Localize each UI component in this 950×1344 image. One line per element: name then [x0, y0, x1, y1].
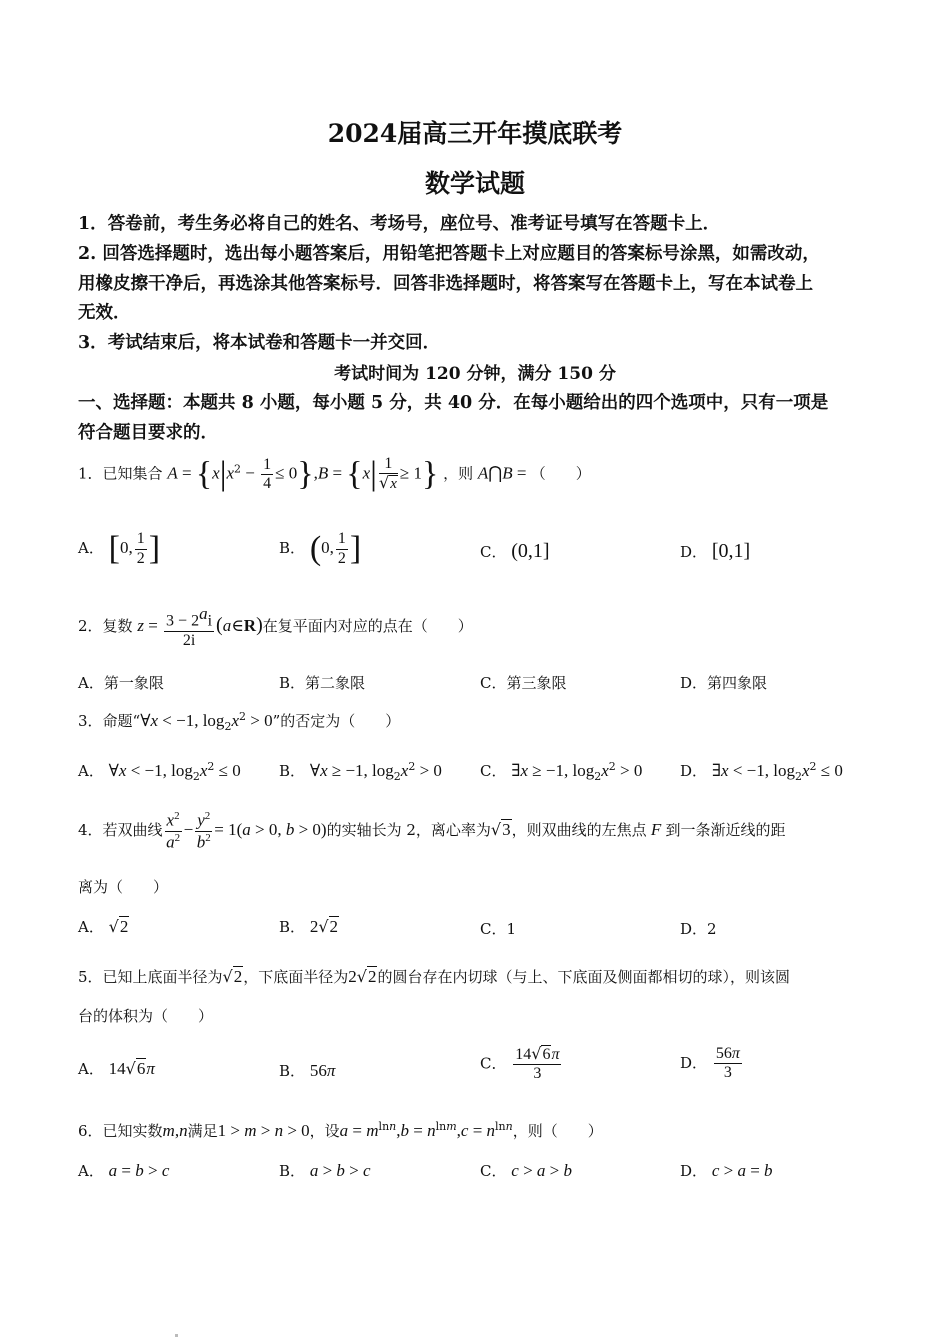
- exam-title: 2024届高三开年摸底联考: [327, 119, 623, 148]
- question-5: 5．已知上底面半径为√2，下底面半径为2√2的圆台存在内切球（与上、下底面及侧面都相切的球），则该圆: [78, 967, 790, 986]
- q2-option-c: C．第三象限: [480, 674, 567, 692]
- q3-option-a: A． ∀x < −1, $\log_2x^2 \le 0$: [78, 760, 241, 783]
- instruction-1: 1．答卷前，考生务必将自己的姓名、考场号，座位号、准考证号填写在答题卡上．: [78, 214, 721, 234]
- q2-option-a: A．第一象限: [78, 674, 164, 692]
- instruction-2-cont: 用橡皮擦干净后，再选涂其他答案标号．回答非选择题时，将答案写在答题卡上，写在本试卷上: [78, 274, 813, 294]
- q6-option-c: C． c > a > b: [480, 1161, 572, 1180]
- q6-option-a: A． a = b > c: [78, 1161, 170, 1180]
- question-3: 3．命题“∀x < −1, $\log_2x^2 > 0$”的否定为（ ）: [78, 710, 401, 733]
- question-2: 2．复数 z = $\frac{3 - 2^ai}{2i}$ (a∈R)在复平面内对应的点在（ ）: [78, 604, 473, 649]
- q5-option-c: C． $\frac{14√6\pi}{3}$: [480, 1044, 560, 1083]
- q6-option-d: D． c > a = b: [680, 1161, 773, 1180]
- section-heading-cont: 符合题目要求的．: [78, 423, 218, 443]
- q1-option-a: A． [0, $\frac{1}{2}$ ]: [78, 530, 161, 567]
- q1-option-c: C． (0,1]: [480, 540, 550, 562]
- q5-option-b: B． 56π: [279, 1061, 336, 1080]
- question-6: 6．已知实数m,n满足1 > m > n > 0，设$a = m^{lnn},b = n^{lnm},c = n^{lnn}$，则（ ）: [78, 1120, 603, 1140]
- question-1: 1．已知集合 $A = \{x|x^2$ − $\frac{1}{4}$ ≤ 0},B = {x| $\frac{1}{√x}$ ≥ 1} ，则 A⋂B = （ ）: [78, 455, 591, 493]
- question-4: 4．若双曲线 $\frac{x^2}{a^2}$ − $\frac{y^2}{b^2}$ = 1(a > 0, b > 0)的实轴长为 2，离心率为√3，则双曲线的左焦点 F 到一条渐近线的距: [78, 810, 786, 852]
- q5-option-a: A． 14√6π: [78, 1059, 155, 1078]
- page-mark: [175, 1334, 178, 1337]
- question-5-cont: 台的体积为（ ）: [78, 1007, 214, 1025]
- q4-option-a: A． √2: [78, 917, 129, 936]
- q3-option-c: C． ∃x ≥ −1, $\log_2x^2 > 0$: [480, 760, 643, 783]
- q2-option-b: B．第二象限: [279, 674, 366, 692]
- q3-option-b: B． ∀x ≥ −1, $\log_2x^2 > 0$: [279, 760, 442, 783]
- q5-option-d: D． $\frac{56\pi}{3}$: [680, 1045, 740, 1082]
- instruction-3: 3．考试结束后，将本试卷和答题卡一并交回．: [78, 333, 441, 353]
- q1-option-d: D． [0,1]: [680, 540, 751, 562]
- q3-option-d: D． ∃x < −1, $\log_2x^2 \le 0$: [680, 760, 843, 783]
- q4-option-c: C．1: [480, 920, 517, 938]
- instruction-2-end: 无效．: [78, 303, 131, 323]
- question-4-cont: 离为（ ）: [78, 878, 169, 896]
- instruction-2: 2. 回答选择题时，选出每小题答案后，用铅笔把答题卡上对应题目的答案标号涂黑，如需改动，: [78, 244, 820, 264]
- exam-subtitle: 数学试题: [424, 169, 525, 198]
- q4-option-b: B． 2√2: [279, 917, 339, 936]
- q1-option-b: B． (0, $\frac{1}{2}$ ]: [279, 530, 362, 567]
- q6-option-b: B． a > b > c: [279, 1161, 371, 1180]
- q4-option-d: D．2: [680, 920, 717, 938]
- q2-option-d: D．第四象限: [680, 674, 768, 692]
- section-heading: 一、选择题：本题共 8 小题，每小题 5 分，共 40 分．在每小题给出的四个选项中，只有一项是: [78, 393, 829, 413]
- exam-time: 考试时间为 120 分钟，满分 150 分: [334, 364, 616, 384]
